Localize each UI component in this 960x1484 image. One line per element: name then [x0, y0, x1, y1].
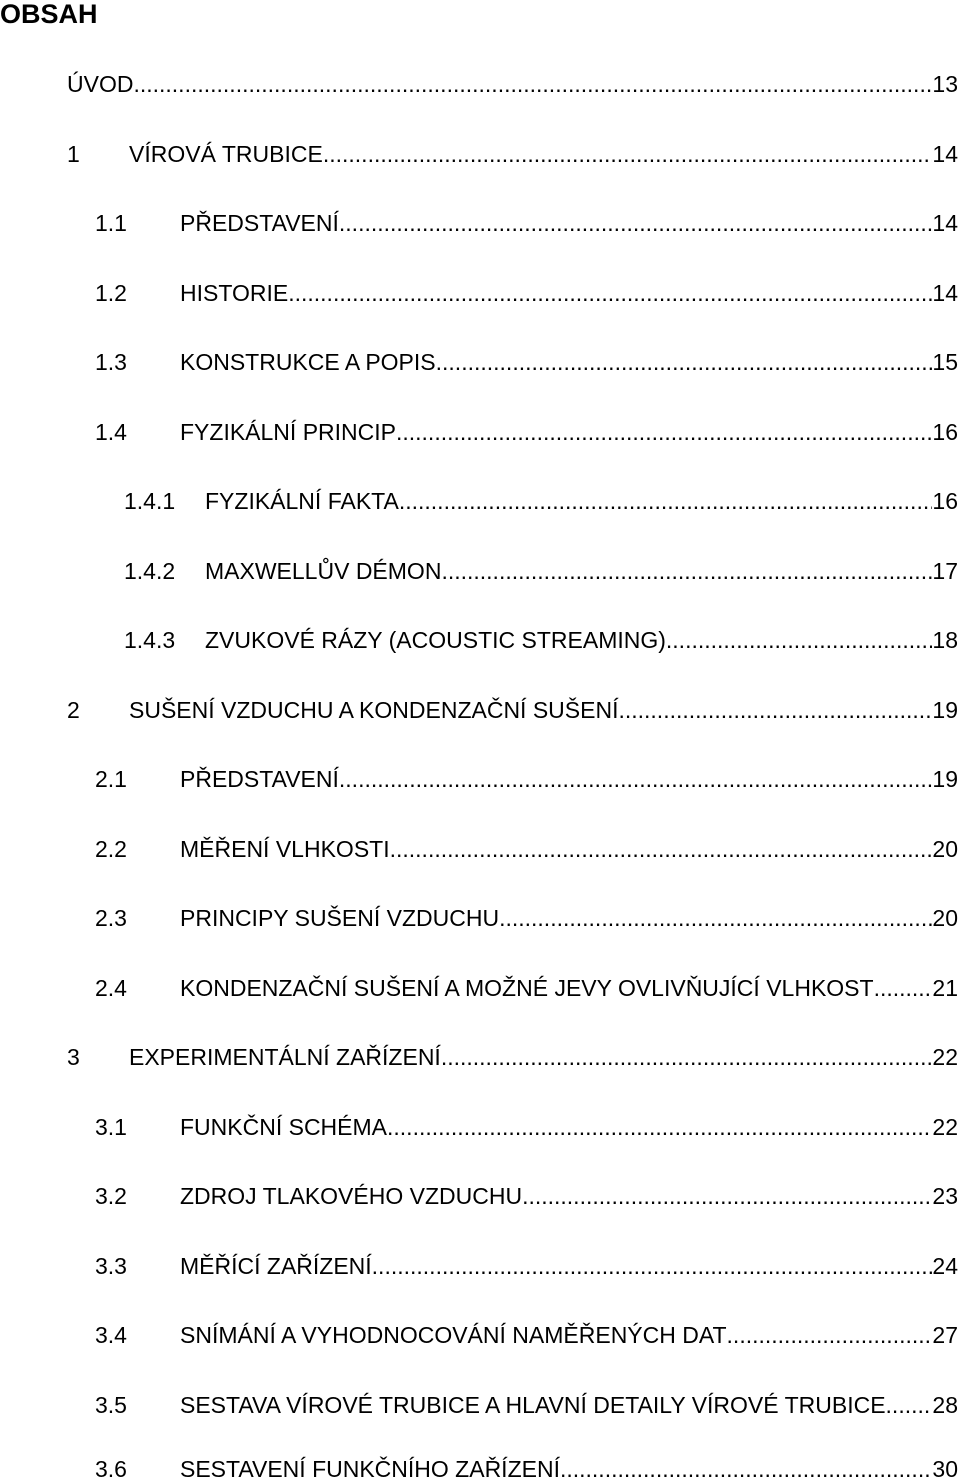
- toc-entry-page: 16: [932, 488, 958, 514]
- toc-dot-leader: [387, 1112, 932, 1142]
- toc-dot-leader: [390, 834, 933, 864]
- toc-entry-number: 3.2: [95, 1183, 127, 1209]
- toc-dot-leader: [372, 1251, 933, 1281]
- toc-entry[interactable]: [0, 1251, 958, 1281]
- toc-dot-leader: [441, 1042, 933, 1072]
- toc-entry-number: 1.4.2: [124, 558, 176, 584]
- toc-entry-page: 19: [932, 697, 958, 723]
- toc-entry-page: 19: [932, 766, 958, 792]
- toc-dot-leader: [560, 1454, 932, 1484]
- toc-entry-label: FUNKČNÍ SCHÉMA: [180, 1114, 388, 1140]
- toc-dot-leader: [323, 139, 933, 169]
- toc-entry-number: 1.4: [95, 419, 127, 445]
- toc-entry-label: HISTORIE: [180, 280, 289, 306]
- toc-entry[interactable]: [0, 834, 958, 864]
- toc-entry-label: SNÍMÁNÍ A VYHODNOCOVÁNÍ NAMĚŘENÝCH DAT: [180, 1322, 727, 1348]
- toc-entry-page: 24: [932, 1253, 958, 1279]
- toc-entry[interactable]: [0, 625, 958, 655]
- toc-dot-leader: [339, 208, 933, 238]
- toc-dot-leader: [133, 69, 932, 99]
- toc-entry-label: SESTAVENÍ FUNKČNÍHO ZAŘÍZENÍ: [180, 1456, 560, 1482]
- toc-entry-label: EXPERIMENTÁLNÍ ZAŘÍZENÍ: [129, 1044, 441, 1070]
- toc-entry-number: 2.4: [95, 975, 127, 1001]
- toc-dot-leader: [396, 417, 932, 447]
- toc-entry[interactable]: [0, 139, 958, 169]
- toc-entry[interactable]: [0, 1320, 958, 1350]
- toc-entry-label: VÍROVÁ TRUBICE: [129, 141, 323, 167]
- toc-dot-leader: [886, 1390, 933, 1420]
- toc-entry-label: SESTAVA VÍROVÉ TRUBICE A HLAVNÍ DETAILY VÍROVÉ TRUBICE: [180, 1392, 886, 1418]
- toc-entry-page: 28: [932, 1392, 958, 1418]
- toc-entry[interactable]: [0, 486, 958, 516]
- toc-entry-number: 3.4: [95, 1322, 127, 1348]
- toc-entry[interactable]: [0, 1390, 958, 1420]
- toc-entry-page: 15: [932, 349, 958, 375]
- toc-entry[interactable]: [0, 208, 958, 238]
- toc-entry-number: 1.1: [95, 210, 127, 236]
- toc-entry-page: 18: [932, 627, 958, 653]
- page-title: OBSAH: [0, 0, 98, 29]
- toc-entry-page: 22: [932, 1114, 958, 1140]
- toc-dot-leader: [522, 1181, 932, 1211]
- toc-dot-leader: [288, 278, 932, 308]
- toc-entry[interactable]: [0, 973, 958, 1003]
- toc-entry[interactable]: [0, 764, 958, 794]
- toc-entry-label: ÚVOD: [67, 71, 134, 97]
- toc-entry-number: 2: [67, 697, 80, 723]
- toc-entry-number: 1.2: [95, 280, 127, 306]
- toc-entry-label: FYZIKÁLNÍ FAKTA: [205, 488, 399, 514]
- toc-entry-page: 14: [932, 141, 958, 167]
- toc-dot-leader: [874, 973, 933, 1003]
- toc-entry-label: FYZIKÁLNÍ PRINCIP: [180, 419, 396, 445]
- toc-entry-page: 27: [932, 1322, 958, 1348]
- toc-dot-leader: [666, 625, 933, 655]
- toc-entry-label: PŘEDSTAVENÍ: [180, 766, 339, 792]
- toc-entry[interactable]: [0, 347, 958, 377]
- toc-entry-number: 3.6: [95, 1456, 127, 1482]
- toc-entry-number: 1.4.1: [124, 488, 176, 514]
- toc-entry-label: ZDROJ TLAKOVÉHO VZDUCHU: [180, 1183, 523, 1209]
- toc-entry[interactable]: [0, 69, 958, 99]
- toc-entry-page: 16: [932, 419, 958, 445]
- toc-entry-label: PŘEDSTAVENÍ: [180, 210, 339, 236]
- toc-entry-page: 20: [932, 905, 958, 931]
- toc-entry[interactable]: [0, 695, 958, 725]
- toc-entry[interactable]: [0, 1454, 958, 1484]
- toc-entry-label: SUŠENÍ VZDUCHU A KONDENZAČNÍ SUŠENÍ: [129, 697, 619, 723]
- toc-entry-number: 1: [67, 141, 80, 167]
- toc-entry-label: PRINCIPY SUŠENÍ VZDUCHU: [180, 905, 500, 931]
- toc-dot-leader: [436, 347, 933, 377]
- toc-entry-page: 22: [932, 1044, 958, 1070]
- toc-entry[interactable]: [0, 556, 958, 586]
- toc-entry[interactable]: [0, 1042, 958, 1072]
- toc-entry-label: MĚŘÍCÍ ZAŘÍZENÍ: [180, 1253, 372, 1279]
- toc-entry[interactable]: [0, 278, 958, 308]
- toc-entry-page: 20: [932, 836, 958, 862]
- toc-entry-page: 14: [932, 210, 958, 236]
- toc-entry-number: 3.3: [95, 1253, 127, 1279]
- toc-dot-leader: [618, 695, 932, 725]
- toc-entry-page: 17: [932, 558, 958, 584]
- toc-entry-number: 1.3: [95, 349, 127, 375]
- toc-entry-number: 3: [67, 1044, 80, 1070]
- toc-entry-number: 2.2: [95, 836, 127, 862]
- toc-entry-label: ZVUKOVÉ RÁZY (ACOUSTIC STREAMING): [205, 627, 666, 653]
- toc-entry-page: 13: [932, 71, 958, 97]
- toc-entry[interactable]: [0, 1112, 958, 1142]
- toc-entry[interactable]: [0, 1181, 958, 1211]
- toc-entry[interactable]: [0, 417, 958, 447]
- toc-entry-page: 14: [932, 280, 958, 306]
- toc-entry-page: 21: [932, 975, 958, 1001]
- toc-entry-number: 1.4.3: [124, 627, 176, 653]
- toc-dot-leader: [441, 556, 932, 586]
- toc-dot-leader: [399, 486, 933, 516]
- toc-dot-leader: [339, 764, 933, 794]
- toc-entry-page: 23: [932, 1183, 958, 1209]
- toc-entry-number: 2.1: [95, 766, 127, 792]
- toc-entry-number: 3.5: [95, 1392, 127, 1418]
- toc-entry-label: MĚŘENÍ VLHKOSTI: [180, 836, 390, 862]
- toc-entry-label: MAXWELLŮV DÉMON: [205, 558, 442, 584]
- toc-entry-number: 2.3: [95, 905, 127, 931]
- toc-entry[interactable]: [0, 903, 958, 933]
- toc-entry-page: 30: [932, 1456, 958, 1482]
- toc-dot-leader: [499, 903, 932, 933]
- toc-dot-leader: [727, 1320, 933, 1350]
- toc-entry-label: KONDENZAČNÍ SUŠENÍ A MOŽNÉ JEVY OVLIVŇUJÍCÍ VLHKOST: [180, 975, 874, 1001]
- toc-entry-label: KONSTRUKCE A POPIS: [180, 349, 436, 375]
- toc-entry-number: 3.1: [95, 1114, 127, 1140]
